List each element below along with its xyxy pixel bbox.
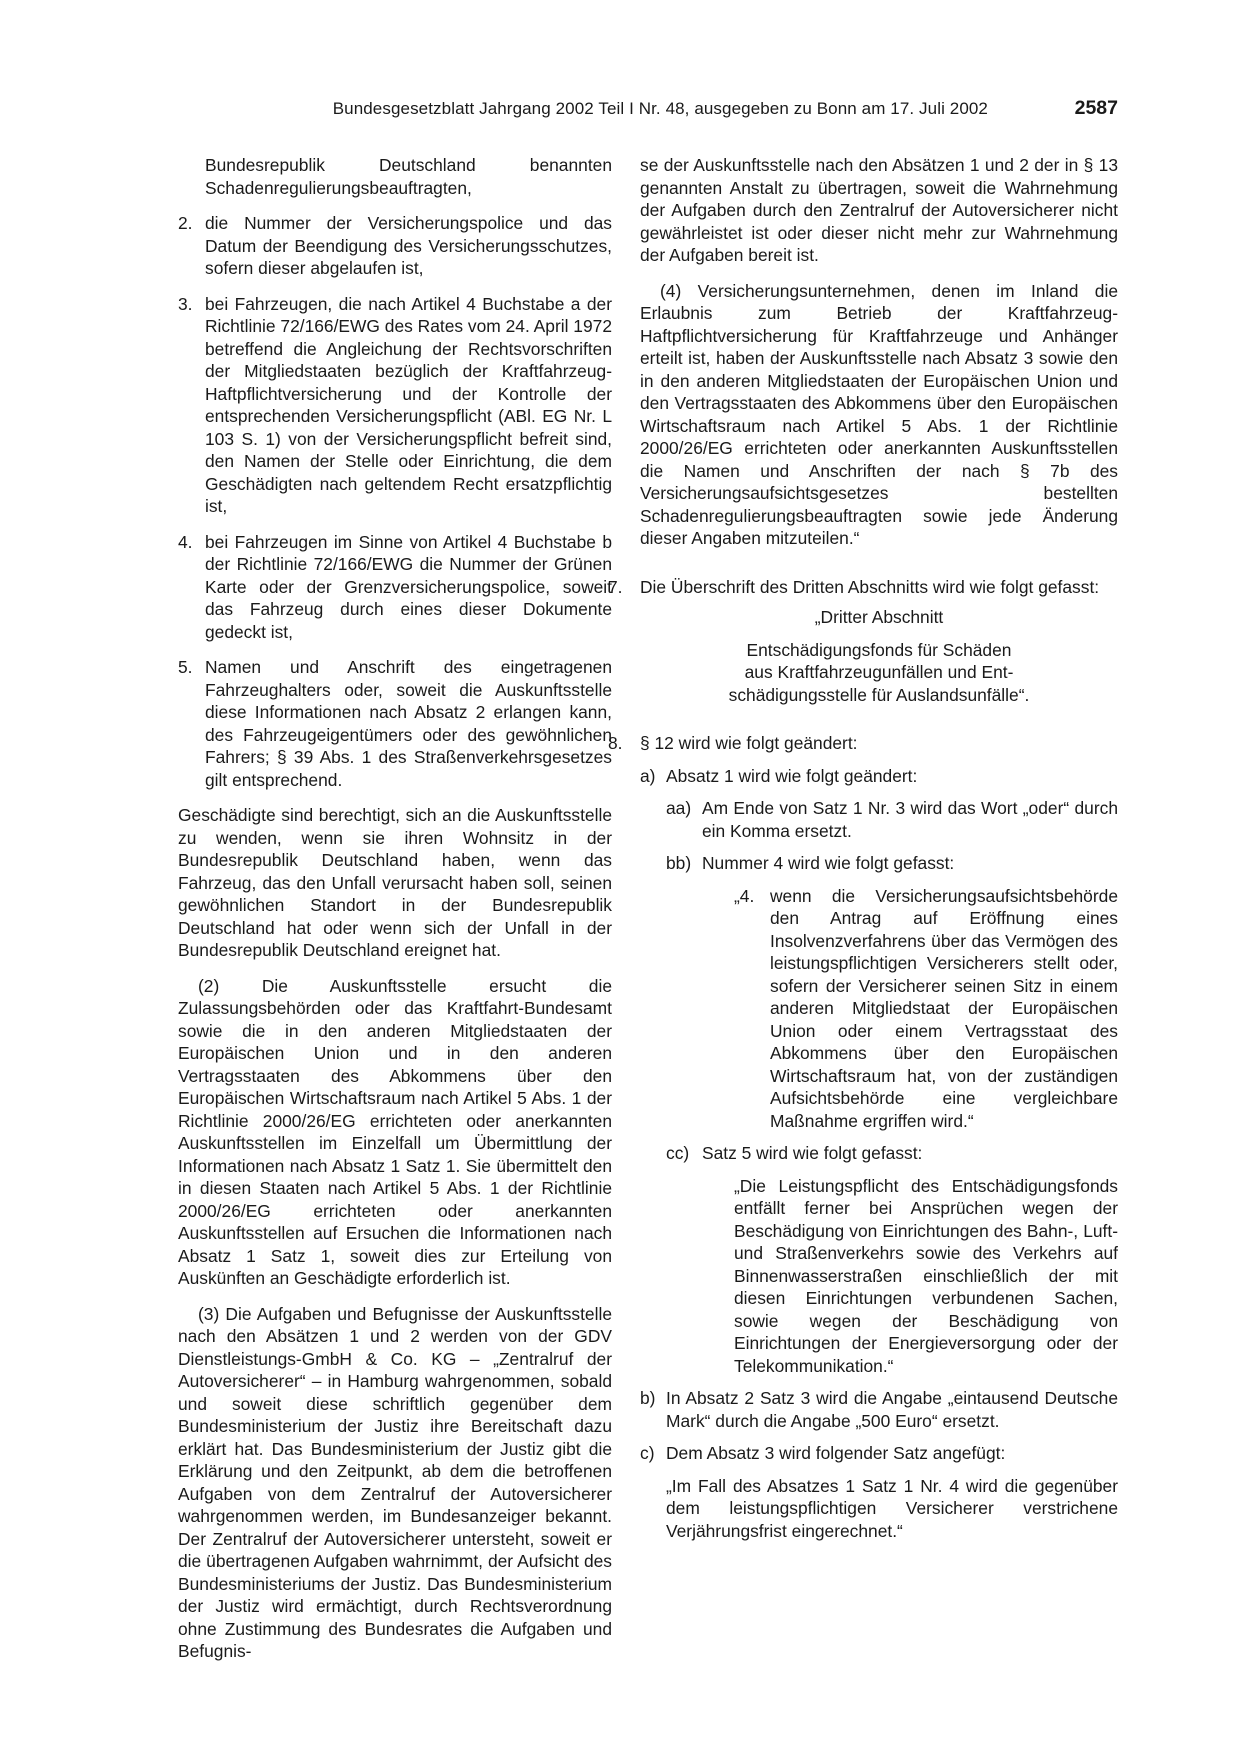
list-item-text: die Nummer der Versicherungspolice und das Datum der Beendigung des Versicherungsschutzes, sofern dieser abgelaufen ist,	[205, 213, 612, 278]
quote-number: „4.	[734, 885, 755, 906]
sub-item-text: Nummer 4 wird wie folgt gefasst:	[702, 853, 955, 873]
list-item-number: 4.	[178, 531, 193, 552]
sub-item-label: cc)	[666, 1143, 690, 1163]
section-heading-line: Entschädigungsfonds für Schäden	[746, 639, 1012, 660]
paragraph-geschaedigte: Geschädigte sind berechtigt, sich an die Auskunftsstelle zu wenden, wenn sie ihren Wohnsitz in der Bundesrepublik Deutschland haben, wenn das Fahrzeug, das den Unfall verursacht haben soll, seinen gewöhnlichen Standort in der Bundesrepublik Deutschland hat oder wenn sich der Unfall in der Bundesrepublik Deutschland ereignet hat.	[178, 805, 612, 960]
left-column	[178, 154, 612, 1663]
sub-item-label: b)	[640, 1388, 656, 1408]
sub-item-bb	[666, 852, 1118, 1132]
section-heading-title: „Dritter Abschnitt	[814, 607, 944, 627]
amendment-number: 8.	[608, 733, 623, 753]
list-item-text: Namen und Anschrift des eingetragenen Fahrzeughalters oder, soweit die Auskunftsstelle diese Informationen nach Absatz 2 erlangen kann, des Fahrzeugeigentümers oder des gewöhnlichen Fahrers; § 39 Abs. 1 des Straßenverkehrsgesetzes gilt entsprechend.	[205, 657, 612, 790]
sub-item-a	[640, 765, 1118, 1378]
list-item	[178, 656, 612, 791]
page-number: 2587	[1074, 97, 1118, 119]
sub-item-text: Dem Absatz 3 wird folgender Satz angefügt:	[666, 1443, 1006, 1463]
amendment-item-7	[608, 576, 1118, 707]
amendment-item-8	[608, 732, 1118, 1542]
paragraph-absatz-3: (3) Die Aufgaben und Befugnisse der Auskunftsstelle nach den Absätzen 1 und 2 werden von der GDV Dienstleistungs-GmbH & Co. KG – „Zentralruf der Autoversicherer“ – in Hamburg wahrgenommen, sobald und soweit diese schriftlich gegenüber dem Bundesministerium der Justiz ihre Bereitschaft dazu erklärt hat. Das Bundesministerium der Justiz gibt die Erklärung und den Zeitpunkt, ab dem die betroffenen Aufgaben von dem Zentralruf der Autoversicherer wahrgenommen werden, im Bundesanzeiger bekannt. Der Zentralruf der Autoversicherer untersteht, soweit er die übertragenen Aufgaben wahrnimmt, der Aufsicht des Bundesministeriums der Justiz. Das Bundesministerium der Justiz wird ermächtigt, durch Rechtsverordnung ohne Zustimmung des Bundesrates die Aufgaben und Befugnis-	[178, 1303, 612, 1661]
quoted-number-4	[702, 885, 1118, 1133]
sub-item-c	[640, 1442, 1118, 1542]
sub-item-cc	[666, 1142, 1118, 1377]
sub-item-text: In Absatz 2 Satz 3 wird die Angabe „eintausend Deutsche Mark“ durch die Angabe „500 Euro“ ersetzt.	[666, 1388, 1118, 1431]
sub-item-b	[640, 1387, 1118, 1432]
sub-item-text: Absatz 1 wird wie folgt geändert:	[666, 765, 918, 786]
sub-item-label: bb)	[666, 853, 692, 873]
section-heading-line: schädigungsstelle für Auslandsunfälle“.	[728, 684, 1030, 705]
list-item-number: 3.	[178, 293, 193, 314]
right-column	[608, 154, 1118, 1542]
quote-text: wenn die Versicherungsaufsichtsbehörde den Antrag auf Eröffnung eines Insolvenzverfahrens über das Vermögen des leistungspflichtigen Versicherers stellt oder, sofern der Versicherer seinen Sitz in einem anderen Mitgliedstaat der Europäischen Union oder einem Vertragsstaat des Abkommens über den Europäischen Wirtschaftsraum hat, von der zuständigen Aufsichtsbehörde eine vergleichbare Maßnahme ergriffen wird.“	[770, 885, 1118, 1131]
sub-item-aa	[666, 797, 1118, 842]
quote-text: „Im Fall des Absatzes 1 Satz 1 Nr. 4 wird die gegenüber dem leistungspflichtigen Versicherer verstrichene Verjährungsfrist eingerechnet.“	[666, 1475, 1118, 1541]
amendment-text: Die Überschrift des Dritten Abschnitts wird wie folgt gefasst:	[640, 576, 1100, 597]
sub-item-label: c)	[640, 1443, 655, 1463]
amendment-text: § 12 wird wie folgt geändert:	[640, 733, 858, 753]
amendment-number: 7.	[608, 576, 623, 597]
sub-item-text: Satz 5 wird wie folgt gefasst:	[702, 1143, 923, 1163]
list-item-number: 5.	[178, 657, 193, 677]
list-item-text: bei Fahrzeugen im Sinne von Artikel 4 Buchstabe b der Richtlinie 72/166/EWG die Nummer der Grünen Karte oder der Grenzversicherungspolice, soweit das Fahrzeug durch eines dieser Dokumente gedeckt ist,	[205, 531, 612, 642]
paragraph-continuation: se der Auskunftsstelle nach den Absätzen 1 und 2 der in § 13 genannten Anstalt zu übertragen, soweit die Wahrnehmung der Aufgaben durch den Zentralruf der Autoversicherer nicht gewährleistet ist oder dieser nicht mehr zur Wahrnehmung der Aufgaben bereit ist.	[640, 155, 1118, 265]
sub-item-label: aa)	[666, 798, 692, 818]
paragraph-absatz-2: (2) Die Auskunftsstelle ersucht die Zulassungsbehörden oder das Kraftfahrt-Bundesamt sowie die in den anderen Mitgliedstaaten der Europäischen Union und in den anderen Vertragsstaaten des Abkommens über den Europäischen Wirtschaftsraum nach Artikel 5 Abs. 1 der Richtlinie 2000/26/EG errichteten oder anerkannten Auskunftsstellen im Einzelfall um Übermittlung der Informationen nach Absatz 1 Satz 1. Sie übermittelt den in diesen Staaten nach Artikel 5 Abs. 1 der Richtlinie 2000/26/EG errichteten oder anerkannten Auskunftsstellen auf Ersuchen die Informationen nach Absatz 1 Satz 1, soweit dies zur Erteilung von Auskünften an Geschädigte erforderlich ist.	[178, 975, 612, 1288]
list-item	[178, 212, 612, 280]
header-title: Bundesgesetzblatt Jahrgang 2002 Teil I Nr. 48, ausgegeben zu Bonn am 17. Juli 2002	[332, 99, 988, 118]
list-item	[178, 531, 612, 644]
list-item-text: bei Fahrzeugen, die nach Artikel 4 Buchstabe a der Richtlinie 72/166/EWG des Rates vom 24. April 1972 betreffend die Angleichung der Rechtsvorschriften der Mitgliedstaaten bezüglich der Kraftfahrzeug-Haftpflichtversicherung und der Kontrolle der entsprechenden Versicherungspflicht (ABl. EG Nr. L 103 S. 1) von der Versicherungspflicht befreit sind, den Namen der Stelle oder Einrichtung, die dem Geschädigten nach geltendem Recht ersatzpflichtig ist,	[205, 293, 612, 516]
paragraph-absatz-4: (4) Versicherungsunternehmen, denen im Inland die Erlaubnis zum Betrieb der Kraftfahrzeug-Haftpflichtversicherung für Kraftfahrzeuge und Anhänger erteilt ist, haben der Auskunftsstelle nach Absatz 3 sowie den in den anderen Mitgliedstaaten der Europäischen Union und den Vertragsstaaten des Abkommens über den Europäischen Wirtschaftsraum nach Artikel 5 Abs. 1 der Richtlinie 2000/26/EG errichteten oder anerkannten Auskunftsstellen die Namen und Anschriften der nach § 7b des Versicherungsaufsichtsgesetzes bestellten Schadenregulierungsbeauftragten sowie jede Änderung dieser Angaben mitzuteilen.“	[640, 280, 1118, 548]
sub-item-label: a)	[640, 765, 656, 786]
list-item-continuation: Bundesrepublik Deutschland benannten Schadenregulierungsbeauftragten,	[205, 155, 612, 198]
section-heading-line: aus Kraftfahrzeugunfällen und Ent-	[744, 662, 1014, 682]
page-header	[178, 99, 1118, 125]
list-item	[178, 293, 612, 518]
quote-text: „Die Leistungspflicht des Entschädigungsfonds entfällt ferner bei Ansprüchen wegen der Beschädigung von Einrichtungen des Bahn-, Luft- und Straßenverkehrs sowie des Verkehrs auf Binnenwasserstraßen einschließlich der mit diesen Einrichtungen verbundenen Sachen, sowie wegen der Beschädigung von Einrichtungen der Energieversorgung oder der Telekommunikation.“	[734, 1175, 1118, 1376]
sub-item-text: Am Ende von Satz 1 Nr. 3 wird das Wort „oder“ durch ein Komma ersetzt.	[702, 798, 1118, 841]
list-item-number: 2.	[178, 213, 193, 233]
